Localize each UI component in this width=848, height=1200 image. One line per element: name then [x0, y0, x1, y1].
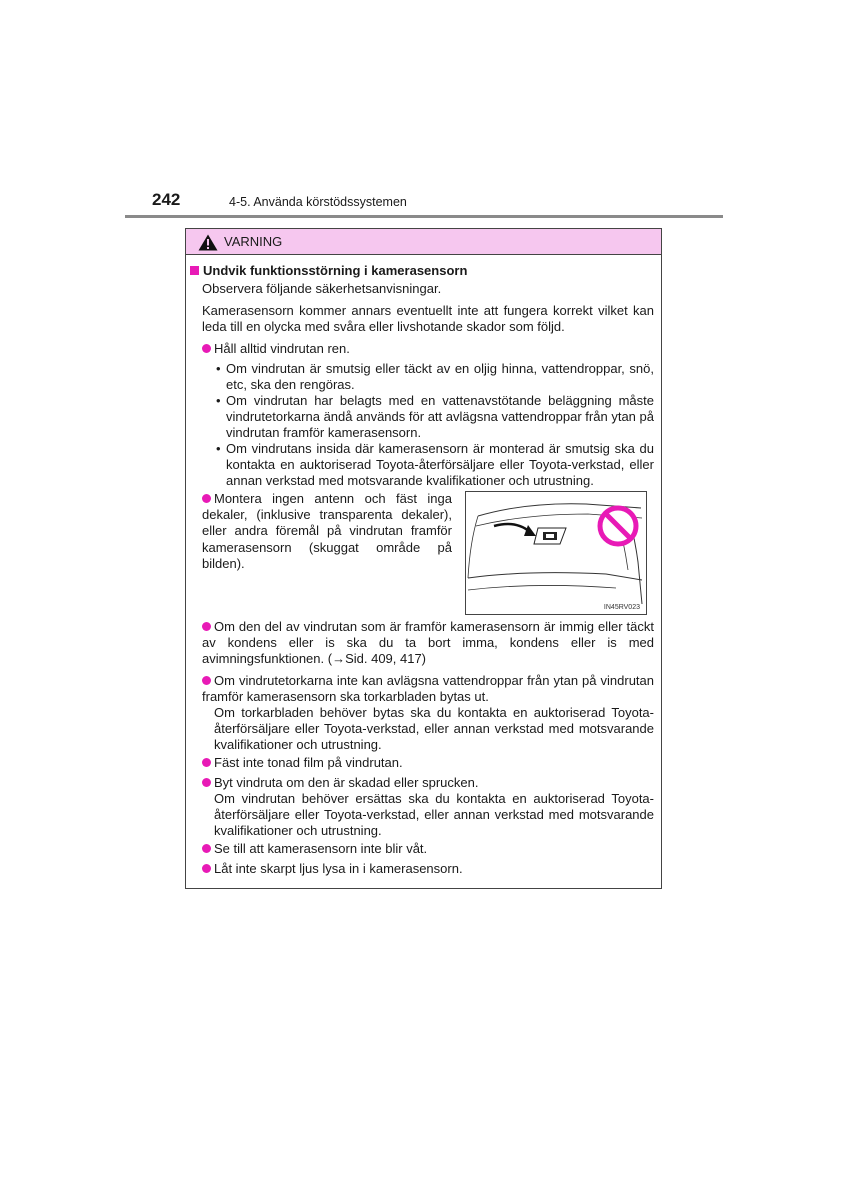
sub-list-item: • Om vindrutan har belagts med en vattenavstötande beläggning måste vindrutetorkarna ändå används för att avlägsna vattendroppar från ytan på vindrutan framför kamerasensorn.	[216, 393, 654, 441]
bullet-icon	[202, 778, 211, 787]
list-item: Låt inte skarpt ljus lysa in i kamerasensorn.	[202, 861, 654, 877]
warning-box	[185, 228, 662, 889]
warning-header	[186, 229, 661, 255]
section-title: 4-5. Använda körstödssystemen	[229, 195, 407, 209]
bullet-icon	[202, 844, 211, 853]
list-item: Om den del av vindrutan som är framför kamerasensorn är immig eller täckt av kondens eller is ska du ta bort imma, kondens eller is med avimningsfunktionen. (→Sid. 409, 417)	[202, 619, 654, 667]
page-number: 242	[152, 190, 181, 209]
sub-list-item: • Om vindrutan är smutsig eller täckt av en oljig hinna, vattendroppar, snö, etc, ska den rengöras.	[216, 361, 654, 393]
list-item: Montera ingen antenn och fäst inga dekaler, (inklusive transparenta dekaler), eller andra föremål på vindrutan framför kamerasensorn (skuggat område på bilden).	[202, 491, 452, 571]
header-rule	[125, 215, 723, 218]
windshield-illustration	[465, 491, 647, 615]
windshield-camera-illustration	[466, 492, 646, 614]
bullet-icon	[202, 676, 211, 685]
intro-text-2: Kamerasensorn kommer annars eventuellt inte att fungera korrekt vilket kan leda till en olycka med svåra eller livshotande skador som följd.	[202, 303, 654, 335]
sub-list-item: • Om vindrutans insida där kamerasensorn är monterad är smutsig ska du kontakta en auktoriserad Toyota-återförsäljare eller Toyota-verkstad, eller annan verkstad med motsvarande kvalifikationer och utrustning.	[216, 441, 654, 489]
bullet-icon	[202, 344, 211, 353]
warning-heading: Undvik funktionsstörning i kamerasensorn	[190, 263, 467, 279]
bullet-icon	[202, 494, 211, 503]
list-item: Fäst inte tonad film på vindrutan.	[202, 755, 654, 771]
list-item-continuation: Om vindrutan behöver ersättas ska du kontakta en auktoriserad Toyota-återförsäljare eller Toyota-verkstad, eller annan verkstad med motsvarande kvalifikationer och utrustning.	[214, 791, 654, 839]
list-item: Håll alltid vindrutan ren.	[202, 341, 654, 357]
warning-triangle-icon	[198, 234, 218, 251]
bullet-icon	[202, 864, 211, 873]
intro-text-1: Observera följande säkerhetsanvisningar.	[202, 281, 442, 296]
list-item: Se till att kamerasensorn inte blir våt.	[202, 841, 654, 857]
square-bullet-icon	[190, 266, 199, 275]
bullet-icon	[202, 758, 211, 767]
list-item-continuation: Om torkarbladen behöver bytas ska du kontakta en auktoriserad Toyota-återförsäljare eller Toyota-verkstad, eller annan verkstad med motsvarande kvalifikationer och utrustning.	[214, 705, 654, 753]
warning-label: VARNING	[224, 234, 283, 249]
list-item: Byt vindruta om den är skadad eller sprucken.	[202, 775, 654, 791]
list-item: Om vindrutetorkarna inte kan avlägsna vattendroppar från ytan på vindrutan framför kamerasensorn ska torkarbladen bytas ut.	[202, 673, 654, 705]
figure-code: IN45RV023	[603, 604, 640, 611]
bullet-icon	[202, 622, 211, 631]
